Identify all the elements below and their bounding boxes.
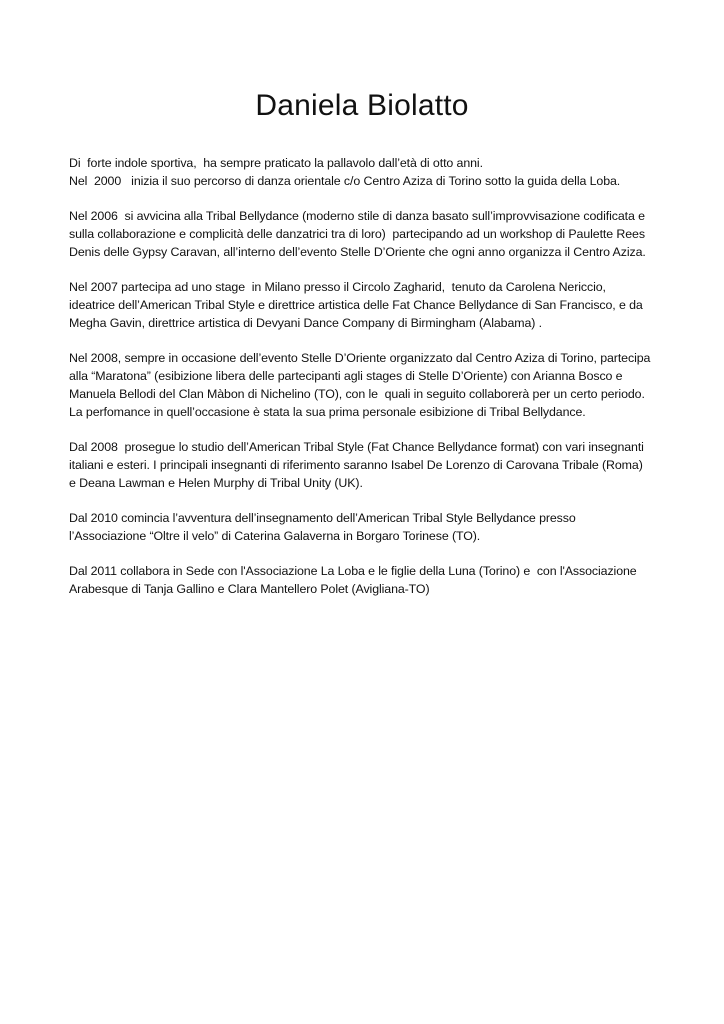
text-line: Dal 2010 comincia l’avventura dell’insegnamento dell’American Tribal Style Bellydance presso — [69, 511, 576, 525]
text-line: e Deana Lawman e Helen Murphy di Tribal Unity (UK). — [69, 476, 363, 490]
text-line: Nel 2000 inizia il suo percorso di danza orientale c/o Centro Aziza di Torino sotto la guida della Loba. — [69, 174, 621, 188]
document-title: Daniela Biolatto — [255, 89, 469, 122]
text-line: Arabesque di Tanja Gallino e Clara Mantellero Polet (Avigliana-TO) — [69, 582, 430, 596]
text-line: Nel 2006 si avvicina alla Tribal Bellydance (moderno stile di danza basato sull’improvvisazione codificata e — [69, 209, 645, 223]
paragraph-sport — [69, 154, 669, 190]
text-line: italiani e esteri. I principali insegnanti di riferimento saranno Isabel De Lorenzo di Carovana Tribale (Roma) — [69, 458, 643, 472]
text-line: l’Associazione “Oltre il velo” di Caterina Galaverna in Borgaro Torinese (TO). — [69, 529, 481, 543]
text-line: La perfomance in quell’occasione è stata la sua prima personale esibizione di Tribal Bellydance. — [69, 405, 586, 419]
paragraph-2011 — [69, 562, 669, 598]
text-line: Dal 2008 prosegue lo studio dell’American Tribal Style (Fat Chance Bellydance format) con vari insegnanti — [69, 440, 644, 454]
paragraph-2008-maratona — [69, 349, 669, 421]
text-line: sulla collaborazione e complicità delle danzatrici tra di loro) partecipando ad un workshop di Paulette Rees — [69, 227, 645, 241]
text-line: Denis delle Gypsy Caravan, all’interno dell’evento Stelle D’Oriente che ogni anno organizza il Centro Aziza. — [69, 245, 646, 259]
text-line: Dal 2011 collabora in Sede con l'Associazione La Loba e le figlie della Luna (Torino) e con l'Associazione — [69, 564, 637, 578]
text-line: Nel 2007 partecipa ad uno stage in Milano presso il Circolo Zagharid, tenuto da Carolena Nericcio, — [69, 280, 606, 294]
text-line: Nel 2008, sempre in occasione dell’evento Stelle D’Oriente organizzato dal Centro Aziza di Torino, partecipa — [69, 351, 651, 365]
text-line: Di forte indole sportiva, ha sempre praticato la pallavolo dall’età di otto anni. — [69, 156, 483, 170]
paragraph-2008-studio — [69, 438, 669, 492]
paragraph-2010 — [69, 509, 669, 545]
text-line: alla “Maratona” (esibizione libera delle partecipanti agli stages di Stelle D’Oriente) con Arianna Bosco e — [69, 369, 623, 383]
text-line: Manuela Bellodi del Clan Màbon di Nichelino (TO), con le quali in seguito collaborerà per un certo periodo. — [69, 387, 645, 401]
paragraph-2006 — [69, 207, 669, 261]
document-body — [69, 154, 669, 615]
paragraph-2007 — [69, 278, 669, 332]
text-line: ideatrice dell’American Tribal Style e direttrice artistica delle Fat Chance Bellydance di San Francisco, e da — [69, 298, 643, 312]
text-line: Megha Gavin, direttrice artistica di Devyani Dance Company di Birmingham (Alabama) . — [69, 316, 542, 330]
